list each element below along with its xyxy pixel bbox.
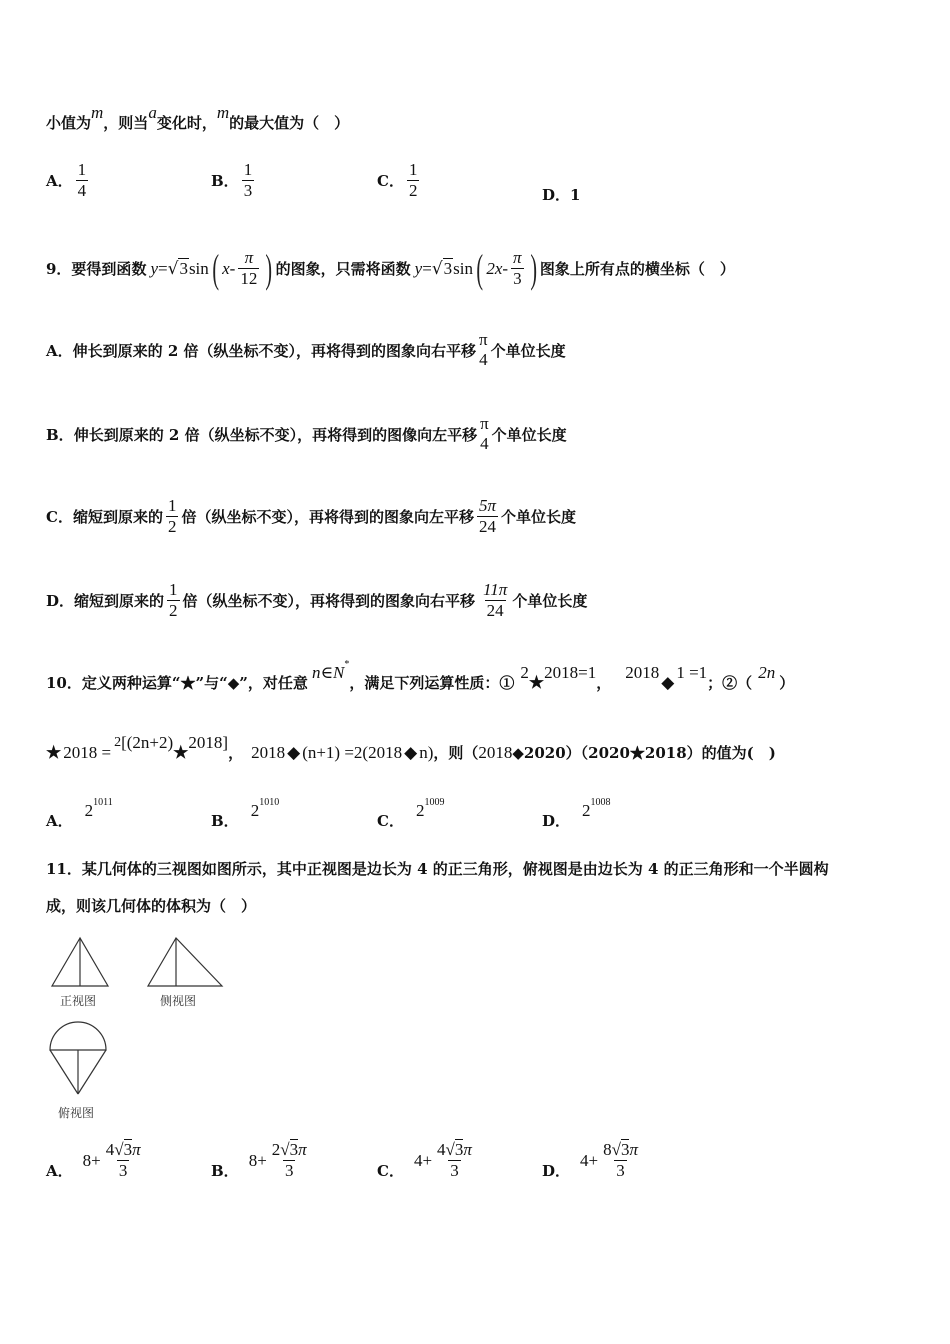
fraction: $\frac{1}{4}$ (77, 160, 87, 200)
fraction: π 4 (479, 330, 488, 369)
side-view (148, 938, 222, 986)
fraction: $\frac{4√3\pi}{3}$ (105, 1140, 141, 1180)
q9-option-a: A． 伸长到原来的 2 倍（纵坐标不变），再将得到的图象向右平移 π 4 个单位长度 (46, 330, 566, 369)
q11-stem-line1: 11．某几何体的三视图如图所示，其中正视图是边长为 4 的正三角形，俯视图是由边长为 4 的正三角形和一个半圆构 (46, 860, 829, 878)
q11-stem-line2: 成，则该几何体的体积为（ ） (46, 897, 257, 915)
q8-stem-tail: 小值为 m ，则当 a 变化时， m 的最大值为（ ） (46, 102, 350, 132)
top-view (50, 1022, 106, 1094)
q9-option-c: C． 缩短到原来的 $\frac{1}{2}$ 倍（纵坐标不变），再将得到的图象向左平移 $\frac{5\pi}{24}$ 个单位长度 (46, 496, 577, 536)
q11-option-c: C． 4 + $\frac{4√3\pi}{3}$ (377, 1140, 472, 1180)
top-view-label: 俯视图 (58, 1106, 95, 1120)
q10-option-c: C． $2^{1009}$ (377, 796, 445, 830)
q9-option-d: D． 缩短到原来的 $\frac{1}{2}$ 倍（纵坐标不变），再将得到的图象向右平移 $\frac{11\pi}{24}$ 个单位长度 (46, 580, 588, 620)
q10-stem-line2: ★ 2018 = 2 [(2n+2) ★ 2018] ， 2018 ◆ (n+1) =2(2018 ◆ n) ，则（ 2018 ◆2020）（2020★2018）的值为( ) (46, 732, 776, 763)
q11-option-d: D． 4 + $\frac{8√3\pi}{3}$ (542, 1140, 638, 1180)
q9-option-b: B． 伸长到原来的 2 倍（纵坐标不变），再将得到的图像向左平移 π 4 个单位长度 (46, 414, 567, 453)
q10-option-a: A． $2^{1011}$ (46, 796, 113, 830)
q8-option-b: B． $\frac{1}{3}$ (211, 160, 253, 200)
three-view-figure (48, 934, 228, 1114)
sqrt: √ 3 (167, 259, 188, 279)
front-view-label: 正视图 (60, 994, 97, 1008)
fraction: $\frac{5\pi}{24}$ (478, 496, 497, 536)
fraction: $\frac{1}{2}$ (169, 580, 178, 620)
q11-option-b: B． 8 + $\frac{2√3\pi}{3}$ (211, 1140, 307, 1180)
fraction: $\frac{11\pi}{24}$ (483, 580, 508, 620)
q10-option-d: D． $2^{1008}$ (542, 796, 611, 830)
q9-stem: 9．要得到函数 y = √ 3 sin ( x - $\frac{\pi}{12}$ ) 的图象，只需将函数 y = √ 3 sin ( 2x - $\frac{\pi}{3}$ ) 图象上所有点的横坐标（ ） (46, 245, 735, 291)
q10-stem-line1: 10．定义两种运算“★”与“◆”，对任意 n∈N * ，满足下列运算性质：① 2 ★ 2018=1 ， 2018 ◆ 1 =1 ；②（ 2n ） (46, 659, 795, 693)
fraction: $\frac{4√3\pi}{3}$ (437, 1140, 472, 1180)
fraction: $\frac{1}{2}$ (167, 496, 177, 536)
front-view (52, 938, 108, 986)
fraction: $\frac{8√3\pi}{3}$ (603, 1140, 638, 1180)
q10-option-b: B． $2^{1010}$ (211, 796, 280, 830)
side-view-label: 侧视图 (160, 994, 197, 1008)
fraction: $\frac{1}{3}$ (243, 160, 253, 200)
fraction: $\frac{2√3\pi}{3}$ (271, 1140, 307, 1180)
fraction: $\frac{1}{2}$ (408, 160, 418, 200)
fraction: $\frac{\pi}{12}$ (240, 248, 258, 288)
q8-option-d: D． 1 (542, 185, 581, 204)
q8-option-a: A． $\frac{1}{4}$ (46, 160, 87, 200)
fraction: π 4 (480, 414, 489, 453)
q8-option-c: C． $\frac{1}{2}$ (377, 160, 418, 200)
sqrt: √ 3 (431, 259, 453, 279)
fraction: $\frac{\pi}{3}$ (513, 248, 522, 288)
q11-option-a: A． 8 + $\frac{4√3\pi}{3}$ (46, 1140, 141, 1180)
